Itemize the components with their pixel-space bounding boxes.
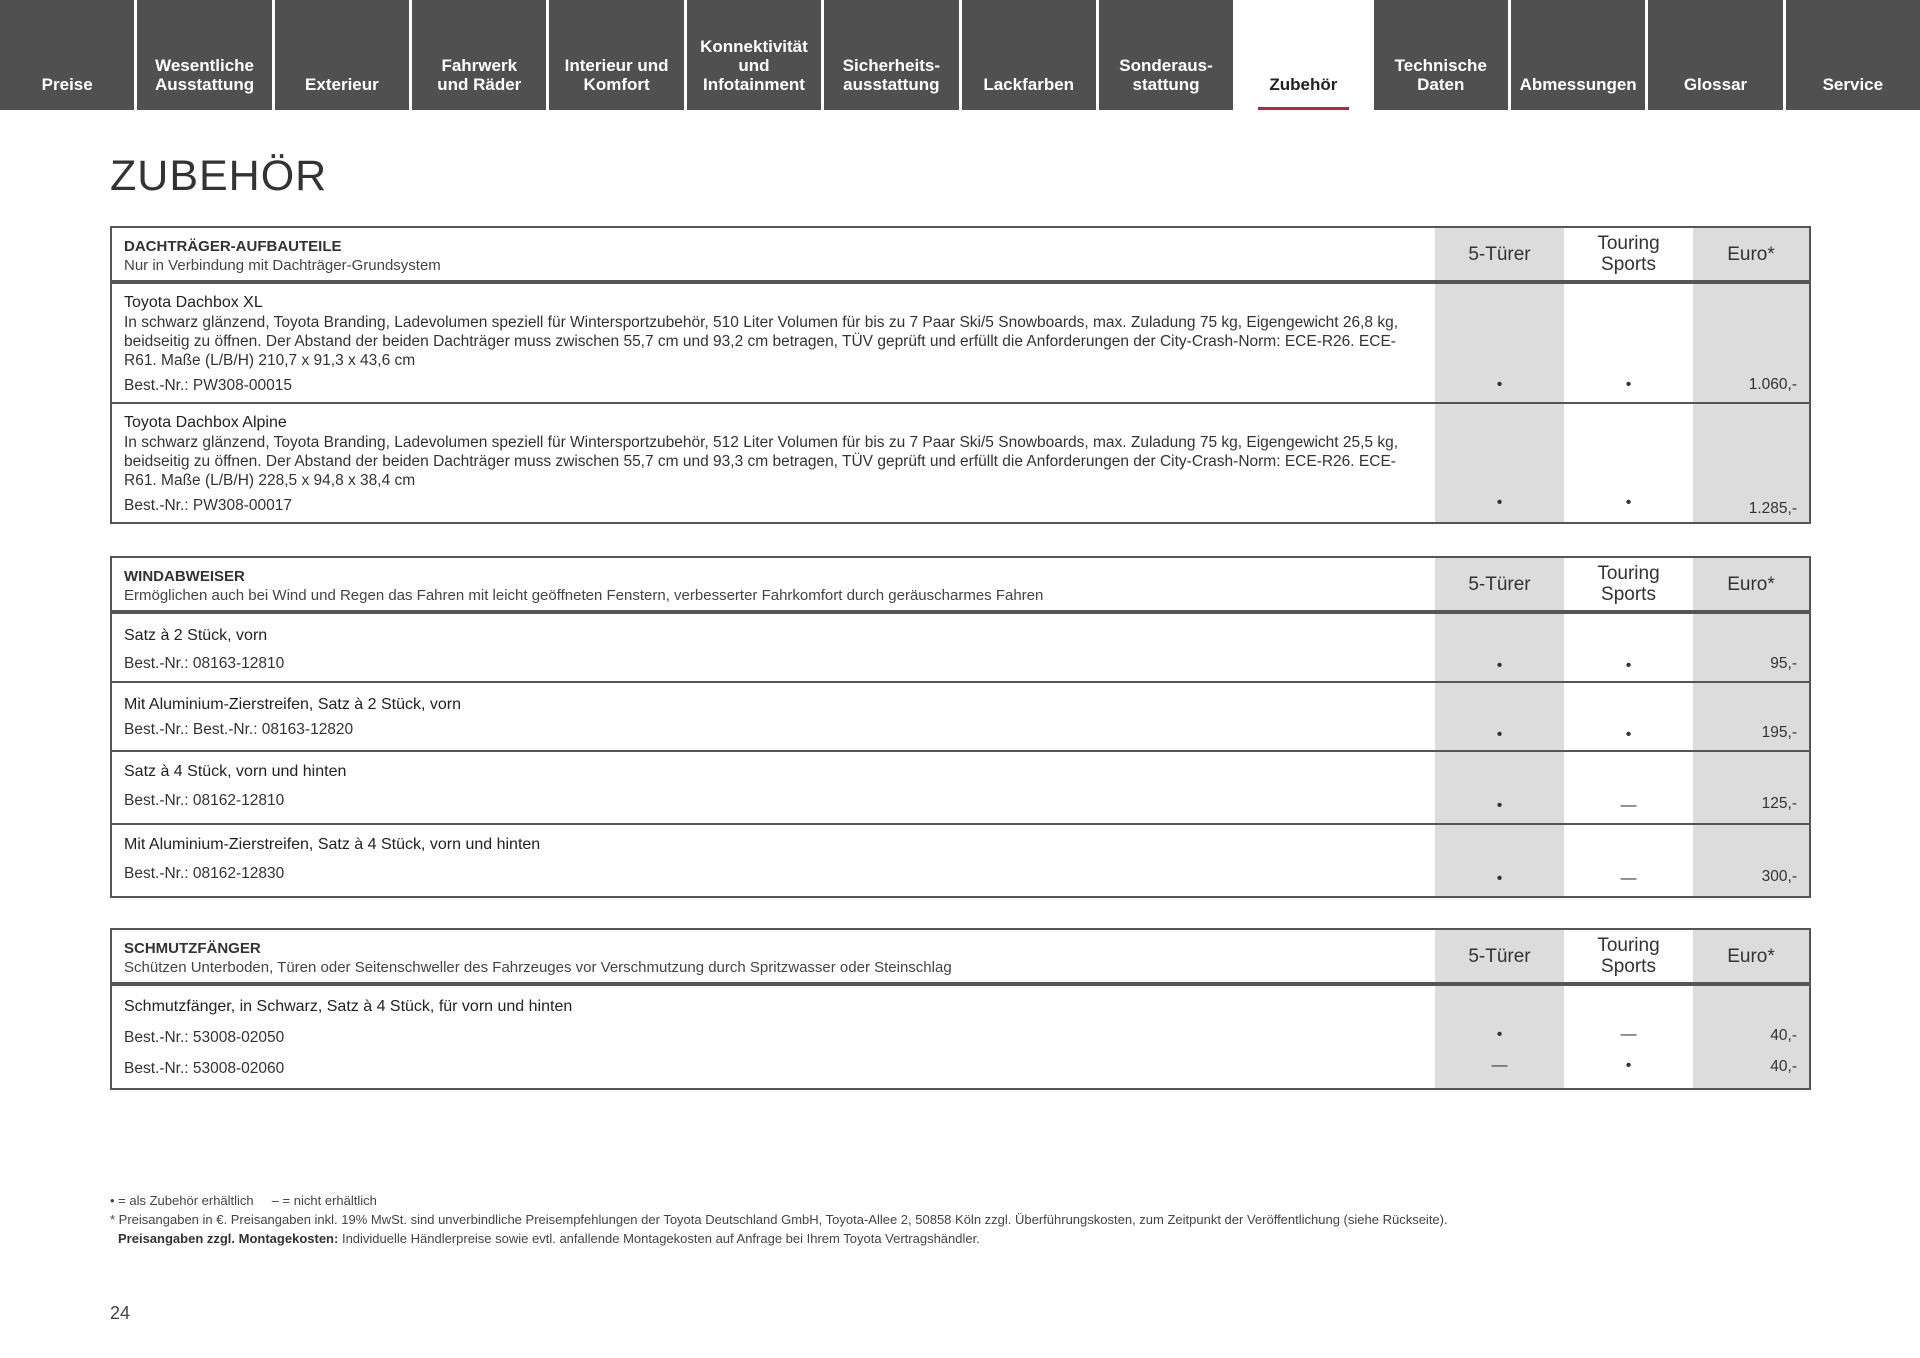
availability-5-tuerer: • — [1496, 376, 1503, 393]
price: 1.285,- — [1748, 500, 1797, 517]
price: 40,- — [1770, 1058, 1797, 1075]
table-header — [112, 558, 1809, 612]
availability-touring-sports: • — [1625, 376, 1632, 393]
section-subtitle: Schützen Unterboden, Türen oder Seitenschweller des Fahrzeuges vor Verschmutzung durch Spritzwasser oder Steinschlag — [124, 959, 952, 976]
price: 95,- — [1770, 655, 1797, 672]
order-number: Best.-Nr.: PW308-00015 — [124, 377, 292, 394]
availability-touring-sports: — — [1620, 1026, 1637, 1043]
availability-5-tuerer: • — [1496, 657, 1503, 674]
table-header — [112, 930, 1809, 984]
order-number: Best.-Nr.: 08163-12810 — [124, 655, 285, 672]
product-name: Mit Aluminium-Zierstreifen, Satz à 2 Stück, vorn — [124, 696, 461, 713]
page-number: 24 — [110, 1303, 131, 1323]
nav-tab-zubehoer[interactable]: Zubehör — [1236, 0, 1370, 110]
availability-5-tuerer: • — [1496, 797, 1503, 814]
order-number: Best.-Nr.: 08162-12810 — [124, 792, 285, 809]
product-name: Toyota Dachbox Alpine — [124, 414, 287, 431]
page-title: ZUBEHÖR — [110, 152, 328, 200]
price: 1.060,- — [1748, 376, 1797, 393]
product-description: In schwarz glänzend, Toyota Branding, Ladevolumen speziell für Wintersportzubehör, 512 Liter Volumen für bis zu 7 Paar Ski/5 Snowboards, max. Zuladung 75 kg, Eigengewicht 25,5 kg, beidseitig zu öffnen. Der Abstand der beiden Dachträger muss zwischen 55,7 cm und 93,3 cm betragen, TÜV geprüft und erfüllt die Anforderungen der City-Crash-Norm: ECE-R26. ECE-R61. Maße (L/B/H) 228,5 x 94,8 x 38,4 cm — [124, 434, 1399, 489]
price: 40,- — [1770, 1027, 1797, 1044]
nav-tab-sicherheit[interactable]: Sicherheits- ausstattung — [824, 0, 958, 110]
availability-5-tuerer: • — [1496, 1026, 1503, 1043]
table-row — [112, 282, 1809, 402]
column-header-euro: Euro* — [1693, 930, 1809, 982]
order-number: Best.-Nr.: 53008-02050 — [124, 1029, 285, 1046]
product-name: Satz à 4 Stück, vorn und hinten — [124, 763, 347, 780]
table-row — [112, 750, 1809, 823]
section-subtitle: Nur in Verbindung mit Dachträger-Grundsystem — [124, 257, 441, 274]
nav-tab-sonderausstattung[interactable]: Sonderaus- stattung — [1099, 0, 1233, 110]
table-schmutzfaenger — [110, 928, 1811, 1090]
table-row — [112, 984, 1809, 1088]
mounting-note-label: Preisangaben zzgl. Montagekosten: — [118, 1231, 339, 1246]
table-dachtraeger — [110, 226, 1811, 524]
availability-touring-sports: • — [1625, 494, 1632, 511]
nav-tab-preise[interactable]: Preise — [0, 0, 134, 110]
table-row — [112, 402, 1809, 522]
availability-touring-sports: • — [1625, 726, 1632, 743]
nav-tab-glossar[interactable]: Glossar — [1648, 0, 1782, 110]
table-row — [112, 612, 1809, 681]
column-header-touring-sports: Touring Sports — [1564, 228, 1693, 280]
price: 125,- — [1761, 795, 1797, 812]
order-number: Best.-Nr.: 08162-12830 — [124, 865, 285, 882]
availability-touring-sports: — — [1620, 870, 1637, 887]
availability-touring-sports: • — [1625, 657, 1632, 674]
product-description: In schwarz glänzend, Toyota Branding, Ladevolumen speziell für Wintersportzubehör, 510 Liter Volumen für bis zu 7 Paar Ski/5 Snowboards, max. Zuladung 75 kg, Eigengewicht 26,8 kg, beidseitig zu öffnen. Der Abstand der beiden Dachträger muss zwischen 55,7 cm und 93,2 cm betragen, TÜV geprüft und erfüllt die Anforderungen der City-Crash-Norm: ECE-R26. ECE-R61. Maße (L/B/H) 210,7 x 91,3 x 43,6 cm — [124, 314, 1399, 369]
footnotes — [110, 1191, 1448, 1248]
mounting-note — [110, 1229, 1448, 1248]
top-navigation — [0, 0, 1920, 110]
price: 195,- — [1761, 724, 1797, 741]
column-header-touring-sports: Touring Sports — [1564, 930, 1693, 982]
column-header-touring-sports: Touring Sports — [1564, 558, 1693, 610]
nav-tab-technische-daten[interactable]: Technische Daten — [1374, 0, 1508, 110]
column-header-5-tuerer: 5-Türer — [1435, 930, 1564, 982]
availability-touring-sports: • — [1625, 1057, 1632, 1074]
nav-tab-interieur[interactable]: Interieur und Komfort — [549, 0, 683, 110]
legend — [110, 1191, 1448, 1210]
availability-5-tuerer: — — [1491, 1057, 1508, 1074]
nav-tab-konnektivitaet[interactable]: Konnektivität und Infotainment — [687, 0, 821, 110]
legend-available: • = als Zubehör erhältlich — [110, 1193, 254, 1208]
section-title: WINDABWEISER — [124, 568, 245, 585]
nav-tab-fahrwerk[interactable]: Fahrwerk und Räder — [412, 0, 546, 110]
legend-not-available: – = nicht erhältlich — [271, 1193, 377, 1208]
table-windabweiser — [110, 556, 1811, 898]
price: 300,- — [1761, 868, 1797, 885]
nav-tab-service[interactable]: Service — [1786, 0, 1920, 110]
table-header — [112, 228, 1809, 282]
product-name: Satz à 2 Stück, vorn — [124, 627, 268, 644]
column-header-5-tuerer: 5-Türer — [1435, 558, 1564, 610]
product-name: Schmutzfänger, in Schwarz, Satz à 4 Stück, für vorn und hinten — [124, 998, 573, 1015]
nav-tab-wesentliche-ausstattung[interactable]: Wesentliche Ausstattung — [137, 0, 271, 110]
order-number: Best.-Nr.: PW308-00017 — [124, 497, 292, 514]
column-header-euro: Euro* — [1693, 228, 1809, 280]
product-name: Toyota Dachbox XL — [124, 294, 263, 311]
order-number: Best.-Nr.: Best.-Nr.: 08163-12820 — [124, 721, 354, 738]
availability-touring-sports: — — [1620, 797, 1637, 814]
section-title: SCHMUTZFÄNGER — [124, 940, 261, 957]
nav-tab-exterieur[interactable]: Exterieur — [275, 0, 409, 110]
nav-tab-lackfarben[interactable]: Lackfarben — [962, 0, 1096, 110]
availability-5-tuerer: • — [1496, 726, 1503, 743]
section-title: DACHTRÄGER-AUFBAUTEILE — [124, 238, 342, 255]
section-subtitle: Ermöglichen auch bei Wind und Regen das Fahren mit leicht geöffneten Fenstern, verbesserter Fahrkomfort durch geräuscharmes Fahren — [124, 587, 1044, 604]
column-header-euro: Euro* — [1693, 558, 1809, 610]
availability-5-tuerer: • — [1496, 494, 1503, 511]
nav-tab-abmessungen[interactable]: Abmessungen — [1511, 0, 1645, 110]
product-name: Mit Aluminium-Zierstreifen, Satz à 4 Stück, vorn und hinten — [124, 836, 541, 853]
table-row — [112, 681, 1809, 750]
column-header-5-tuerer: 5-Türer — [1435, 228, 1564, 280]
availability-5-tuerer: • — [1496, 870, 1503, 887]
price-note: * Preisangaben in €. Preisangaben inkl. 19% MwSt. sind unverbindliche Preisempfehlungen der Toyota Deutschland GmbH, Toyota-Allee 2, 50858 Köln zzgl. Überführungskosten, zum Zeitpunkt der Veröffentlichung (siehe Rückseite). — [110, 1212, 1448, 1227]
mounting-note-text: Individuelle Händlerpreise sowie evtl. anfallende Montagekosten auf Anfrage bei Ihrem Toyota Vertragshändler. — [341, 1231, 980, 1246]
table-row — [112, 823, 1809, 896]
order-number: Best.-Nr.: 53008-02060 — [124, 1060, 285, 1077]
